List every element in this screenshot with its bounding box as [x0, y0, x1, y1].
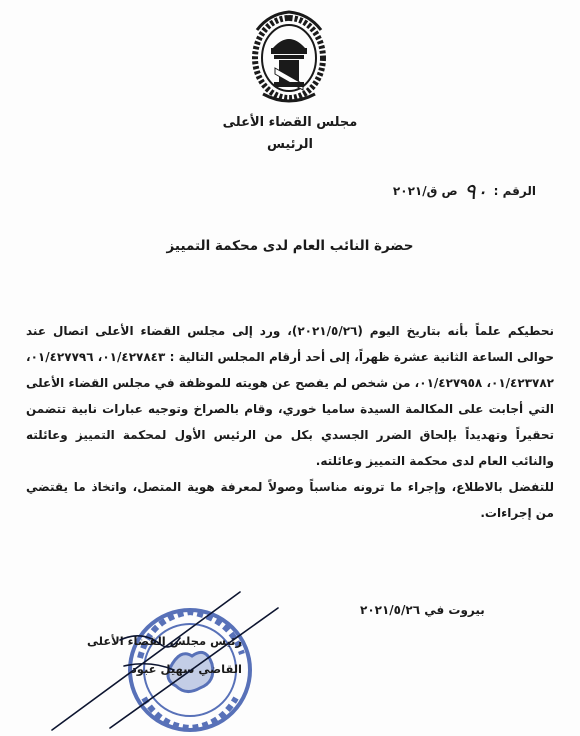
council-name: مجلس القضاء الأعلى — [222, 115, 358, 130]
reference-suffix: ص ق/٢٠٢١ — [392, 184, 458, 198]
signatory-name: القاضي سهيل عبود — [130, 662, 242, 676]
signatory-title: رئيس مجلس القضاء الأعلى — [86, 634, 242, 648]
handwritten-signature-icon — [50, 590, 280, 736]
body-paragraph: للتفضل بالاطلاع، وإجراء ما ترونه مناسباً وصولاً لمعرفة هوية المتصل، واتخاذ ما يقتضي من إجراءات. — [26, 480, 554, 520]
council-emblem-icon — [249, 8, 329, 110]
reference-value: ٩٠ — [463, 180, 488, 205]
reference-number — [393, 180, 536, 205]
letter-body — [26, 318, 554, 526]
addressee-line: حضرة النائب العام لدى محكمة التمييز — [166, 238, 414, 254]
body-paragraph: نحطيكم علماً بأنه بتاريخ اليوم (٢٠٢١/٥/٢٦)، ورد إلى مجلس القضاء الأعلى اتصال عند حوالى الساعة الثانية عشرة ظهراً، إلى أحد أرقام المجلس التالية : ٠١/٤٢٧٨٤٣، ٠١/٤٢٧٧٩٦، ٠١/٤٢٣٧٨٢، ٠١/٤٢٧٩٥٨، من شخص لم يفصح عن هويته للموظفة في مجلس القضاء الأعلى التي أجابت على المكالمة السيدة ساميا خوري، وقام بالصراخ وتوجيه عبارات نابية تتضمن تحقيراً وتهديداً بإلحاق الضرر الجسدي بكل من الرئيس الأول لمحكمة التمييز وعائلته والنائب العام لدى محكمة التمييز وعائلته. — [26, 324, 554, 468]
office-title: الرئيس — [267, 137, 313, 152]
reference-label: الرقم : — [493, 184, 536, 198]
letter-date: بيروت في ٢٠٢١/٥/٢٦ — [360, 603, 485, 617]
